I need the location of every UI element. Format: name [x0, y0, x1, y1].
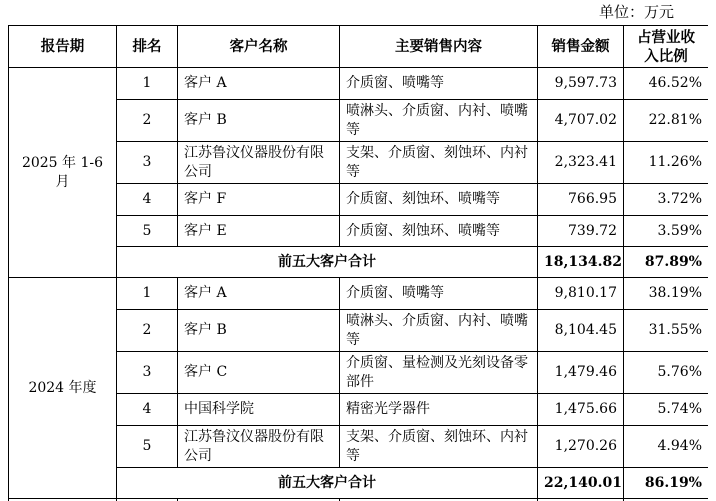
header-content: 主要销售内容: [340, 26, 538, 68]
content-cell: 支架、介质窗、刻蚀环、内衬等: [340, 426, 538, 468]
customer-cell: 客户 A: [178, 278, 340, 310]
header-rank: 排名: [117, 26, 178, 68]
ratio-cell: 22.81%: [624, 100, 709, 142]
content-cell: 介质窗、喷嘴等: [340, 278, 538, 310]
customer-cell: 客户 A: [178, 68, 340, 100]
total-label: 前五大客户合计: [117, 468, 538, 499]
customer-cell: 中国科学院: [178, 394, 340, 426]
customer-cell: 客户 B: [178, 310, 340, 352]
ratio-cell: 5.74%: [624, 394, 709, 426]
amount-cell: 9,597.73: [538, 68, 624, 100]
table-row: [9, 68, 709, 100]
customer-cell: 客户 B: [178, 100, 340, 142]
amount-cell: 2,323.41: [538, 142, 624, 184]
header-amount: 销售金额: [538, 26, 624, 68]
rank-cell: 1: [117, 278, 178, 310]
amount-cell: 8,104.45: [538, 310, 624, 352]
total-ratio: 87.89%: [624, 247, 709, 278]
table-row: [9, 278, 709, 310]
ratio-cell: 11.26%: [624, 142, 709, 184]
rank-cell: 4: [117, 184, 178, 216]
amount-cell: 766.95: [538, 184, 624, 216]
header-ratio: 占营业收入比例: [624, 26, 709, 68]
amount-cell: 4,707.02: [538, 100, 624, 142]
ratio-cell: 3.59%: [624, 216, 709, 247]
table-container: [8, 25, 708, 501]
total-label: 前五大客户合计: [117, 247, 538, 278]
customer-cell: 客户 C: [178, 352, 340, 394]
ratio-cell: 3.72%: [624, 184, 709, 216]
customer-cell: 客户 E: [178, 216, 340, 247]
ratio-cell: 46.52%: [624, 68, 709, 100]
customer-cell: 江苏鲁汶仪器股份有限公司: [178, 142, 340, 184]
period-cell: 2024 年度: [9, 278, 117, 499]
amount-cell: 739.72: [538, 216, 624, 247]
rank-cell: 3: [117, 352, 178, 394]
content-cell: 介质窗、刻蚀环、喷嘴等: [340, 216, 538, 247]
customer-cell: 客户 F: [178, 184, 340, 216]
amount-cell: 1,270.26: [538, 426, 624, 468]
amount-cell: 1,479.46: [538, 352, 624, 394]
content-cell: 介质窗、喷嘴等: [340, 68, 538, 100]
amount-cell: 1,475.66: [538, 394, 624, 426]
amount-cell: 9,810.17: [538, 278, 624, 310]
content-cell: 介质窗、刻蚀环、喷嘴等: [340, 184, 538, 216]
rank-cell: 2: [117, 100, 178, 142]
ratio-cell: 5.76%: [624, 352, 709, 394]
ratio-cell: 4.94%: [624, 426, 709, 468]
rank-cell: 1: [117, 68, 178, 100]
ratio-cell: 31.55%: [624, 310, 709, 352]
rank-cell: 3: [117, 142, 178, 184]
content-cell: 支架、介质窗、刻蚀环、内衬等: [340, 142, 538, 184]
rank-cell: 2: [117, 310, 178, 352]
content-cell: 喷淋头、介质窗、内衬、喷嘴等: [340, 100, 538, 142]
ratio-cell: 38.19%: [624, 278, 709, 310]
content-cell: 介质窗、量检测及光刻设备零部件: [340, 352, 538, 394]
rank-cell: 5: [117, 426, 178, 468]
header-period: 报告期: [9, 26, 117, 68]
total-amount: 18,134.82: [538, 247, 624, 278]
customer-cell: 江苏鲁汶仪器股份有限公司: [178, 426, 340, 468]
total-amount: 22,140.01: [538, 468, 624, 499]
content-cell: 精密光学器件: [340, 394, 538, 426]
content-cell: 喷淋头、介质窗、内衬、喷嘴等: [340, 310, 538, 352]
unit-label: 单位：万元: [598, 3, 674, 21]
header-customer: 客户名称: [178, 26, 340, 68]
top-customers-table: [8, 25, 708, 501]
period-cell: 2025 年 1-6 月: [9, 68, 117, 278]
total-ratio: 86.19%: [624, 468, 709, 499]
rank-cell: 5: [117, 216, 178, 247]
rank-cell: 4: [117, 394, 178, 426]
header-row: [9, 26, 709, 68]
